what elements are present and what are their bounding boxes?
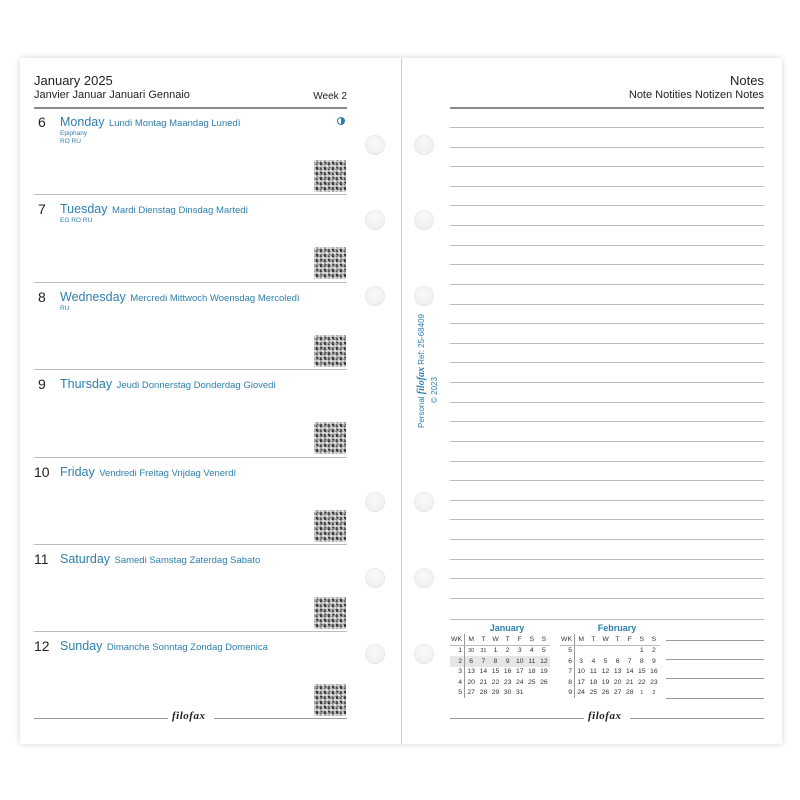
day-section-sunday[interactable] xyxy=(34,632,347,719)
planner-sheet xyxy=(20,58,782,744)
ring-hole xyxy=(365,568,385,588)
qr-code-icon[interactable] xyxy=(314,684,346,716)
calendar-week-row: 3 13 14 15 16 17 18 19 xyxy=(450,667,550,678)
notes-translations: Note Notities Notizen Notes xyxy=(628,89,764,101)
calendar-week-row: 5 27 28 29 30 31 xyxy=(450,688,550,699)
calendar-week-row: 9 24 25 26 27 28 1 2 xyxy=(560,688,660,699)
ring-hole xyxy=(414,210,434,230)
size-label: Personal xyxy=(417,396,426,428)
day-section-tuesday[interactable] xyxy=(34,195,347,282)
month-translations: Janvier Januar Januari Gennaio xyxy=(34,89,190,101)
calendar-week-row: 1 30 31 1 2 3 4 5 xyxy=(450,645,550,656)
day-section-thursday[interactable] xyxy=(34,370,347,457)
day-translations: Mercredi Mittwoch Woensdag Mercoledì xyxy=(130,293,300,304)
ring-hole xyxy=(414,286,434,306)
day-translations: Dimanche Sonntag Zondag Domenica xyxy=(106,642,268,653)
page-divider xyxy=(401,58,402,744)
reference-number: Ref: 25-68409 xyxy=(417,314,426,365)
footer-rule-left xyxy=(450,718,584,719)
side-writing-line[interactable] xyxy=(666,640,764,641)
day-names xyxy=(60,463,236,481)
footer-rule-right xyxy=(630,718,764,719)
ring-hole xyxy=(365,135,385,155)
qr-code-icon[interactable] xyxy=(314,510,346,542)
side-writing-line[interactable] xyxy=(666,698,764,699)
day-names xyxy=(60,200,248,218)
day-number: 8 xyxy=(38,289,46,305)
day-names xyxy=(60,637,268,655)
calendar-week-row: 7 10 11 12 13 14 15 16 xyxy=(560,667,660,678)
day-number: 10 xyxy=(34,464,50,480)
page-title: January 2025 xyxy=(34,73,113,88)
copyright: © 2023 xyxy=(430,377,439,403)
ring-hole xyxy=(414,568,434,588)
calendar-week-row: 4 20 21 22 23 24 25 26 xyxy=(450,677,550,688)
day-number: 9 xyxy=(38,376,46,392)
calendar-week-row: 8 17 18 19 20 21 22 23 xyxy=(560,677,660,688)
mini-calendar-month: January xyxy=(489,623,525,633)
day-name: Thursday xyxy=(60,377,113,391)
side-writing-line[interactable] xyxy=(666,678,764,679)
calendar-week-row: 6 3 4 5 6 7 8 9 xyxy=(560,656,660,667)
qr-code-icon[interactable] xyxy=(314,422,346,454)
week-page xyxy=(34,58,347,744)
day-names xyxy=(60,288,300,306)
footer-rule-right xyxy=(214,718,347,719)
country-codes: RO RU xyxy=(60,138,81,145)
day-names xyxy=(60,375,276,393)
day-number: 7 xyxy=(38,201,46,217)
footer-rule-left xyxy=(34,718,168,719)
mini-calendar-january: January WK M T W T F S S 1 30 31 1 2 3 4 5 2 6 7 8 9 10 11 12 3 13 14 15 16 17 18 19 4 20 21 22 23 24 25 26 5 27 28 29 30 31 xyxy=(450,623,550,698)
spine-label xyxy=(416,314,427,428)
calendar-week-row-current: 2 6 7 8 9 10 11 12 xyxy=(450,656,550,667)
header-rule xyxy=(450,107,764,109)
notes-page xyxy=(450,58,764,744)
day-name: Sunday xyxy=(60,639,103,653)
day-translations: Jeudi Donnerstag Donderdag Giovedì xyxy=(116,380,277,391)
holiday-note: Epiphany xyxy=(60,130,88,137)
day-number: 6 xyxy=(38,114,46,130)
ring-hole xyxy=(414,135,434,155)
day-number: 11 xyxy=(34,551,49,567)
day-section-wednesday[interactable] xyxy=(34,283,347,370)
filofax-logo: filofax xyxy=(416,366,427,395)
day-name: Saturday xyxy=(60,552,111,566)
day-section-saturday[interactable] xyxy=(34,545,347,632)
day-section-friday[interactable] xyxy=(34,458,347,545)
qr-code-icon[interactable] xyxy=(314,247,346,279)
first-quarter-moon-icon xyxy=(337,117,345,125)
day-translations: Samedi Samstag Zaterdag Sabato xyxy=(114,555,261,566)
country-codes: EG RO RU xyxy=(60,217,93,224)
day-name: Tuesday xyxy=(60,202,108,216)
filofax-logo: filofax xyxy=(588,710,622,722)
filofax-logo: filofax xyxy=(172,710,206,722)
day-translations: Lundi Montag Maandag Lunedì xyxy=(108,118,241,129)
ring-hole xyxy=(365,492,385,512)
day-names xyxy=(60,550,260,568)
day-number: 12 xyxy=(34,638,50,654)
day-name: Wednesday xyxy=(60,290,126,304)
week-label: Week 2 xyxy=(313,91,347,102)
qr-code-icon[interactable] xyxy=(314,597,346,629)
mini-calendar-month: February xyxy=(597,623,637,633)
ring-hole xyxy=(414,492,434,512)
qr-code-icon[interactable] xyxy=(314,160,346,192)
notes-title: Notes xyxy=(730,73,764,88)
ring-hole xyxy=(365,644,385,664)
mini-calendar-february: February WK M T W T F S S 5 1 2 6 3 4 5 6 7 8 9 7 10 11 12 13 14 15 16 8 17 18 19 20 21 22 23 9 24 25 26 27 28 1 2 xyxy=(560,623,660,698)
day-translations: Mardi Dienstag Dinsdag Martedì xyxy=(111,205,249,216)
day-translations: Vendredi Freitag Vrijdag Venerdì xyxy=(99,468,237,479)
ring-hole xyxy=(414,644,434,664)
day-name: Monday xyxy=(60,115,105,129)
side-writing-line[interactable] xyxy=(666,659,764,660)
ring-hole xyxy=(365,210,385,230)
day-names xyxy=(60,113,240,131)
day-name: Friday xyxy=(60,465,95,479)
country-codes: RU xyxy=(60,305,70,312)
day-section-monday[interactable] xyxy=(34,108,347,195)
calendar-week-row: 5 1 2 xyxy=(560,645,660,656)
ring-hole xyxy=(365,286,385,306)
qr-code-icon[interactable] xyxy=(314,335,346,367)
